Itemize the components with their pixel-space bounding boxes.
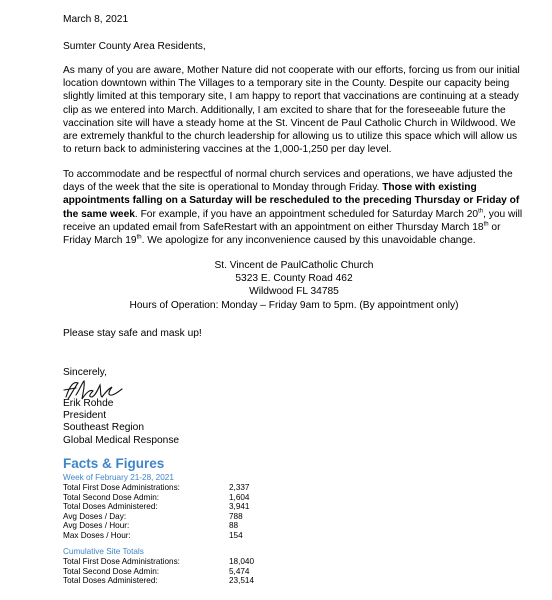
- facts-title: Facts & Figures: [63, 456, 165, 471]
- signer-title: President: [63, 410, 107, 422]
- stat-label: Avg Doses / Day:: [63, 511, 127, 521]
- address-line-3: Wildwood FL 34785: [249, 286, 339, 298]
- stat-label: Total Doses Administered:: [63, 502, 158, 512]
- paragraph-2-bold: Those with existing appointments falling on a Saturday will be rescheduled to the preceding Thursday or Friday of the same week: [63, 182, 520, 220]
- signer-org: Global Medical Response: [63, 434, 180, 446]
- paragraph-2-text-c: , you will receive an updated email from SafeRestart with an appointment on either Thursday March 18: [63, 208, 523, 233]
- salutation: Sumter County Area Residents,: [63, 41, 206, 52]
- stat-value: 1,604: [229, 492, 250, 502]
- stat-label: Total First Dose Administrations:: [63, 557, 180, 566]
- address-line-2: 5323 E. County Road 462: [235, 273, 353, 285]
- stat-label: Total First Dose Administrations:: [63, 483, 180, 492]
- stat-label: Total Second Dose Admin:: [63, 492, 160, 502]
- stat-value: 788: [229, 511, 243, 521]
- ordinal-sup-3: th: [136, 234, 142, 241]
- stat-value: 5,474: [229, 566, 250, 576]
- paragraph-2-text-d: or Friday March 19: [63, 221, 501, 247]
- stat-label: Avg Doses / Hour:: [63, 521, 130, 531]
- hours-of-operation: Hours of Operation: Monday – Friday 9am to 5pm. (By appointment only): [129, 299, 459, 311]
- paragraph-2-text-e: . We apologize for any inconvenience caused by this unavoidable change.: [141, 235, 476, 247]
- stat-value: 23,514: [229, 576, 255, 586]
- ordinal-sup-1: th: [478, 208, 484, 215]
- stat-value: 2,337: [229, 483, 250, 492]
- stat-label: Total Second Dose Admin:: [63, 566, 160, 576]
- cumulative-heading: Cumulative Site Totals: [63, 547, 144, 556]
- week-heading: Week of February 21-28, 2021: [63, 473, 174, 482]
- stat-label: Max Doses / Hour:: [63, 531, 131, 540]
- signer-region: Southeast Region: [63, 422, 144, 434]
- stat-label: Total Doses Administered:: [63, 576, 158, 586]
- paragraph-1: As many of you are aware, Mother Nature did not cooperate with our efforts, forcing us from our initial location downtown within The Villages to a temporary site in the County. Despite our capacity being slightly limited at this temporary site, I am happy to report that vaccinations are continuing at a steady clip as we entered into March. Additionally, I am excited to share that for the foreseeable future the vaccination site will have a steady home at the St. Vincent de Paul Catholic Church in Wildwood. We are extremely thankful to the church leadership for allowing us to utilize this space which will allow us to return back to administering vaccines at the 1,000-1,250 per day level.: [63, 65, 520, 156]
- letter-date: March 8, 2021: [63, 14, 129, 25]
- stat-value: 18,040: [229, 557, 255, 566]
- ordinal-sup-2: th: [483, 221, 489, 228]
- stat-value: 88: [229, 521, 239, 531]
- stat-value: 3,941: [229, 502, 250, 512]
- address-line-1: St. Vincent de PaulCatholic Church: [214, 260, 374, 271]
- sign-off: Sincerely,: [63, 367, 107, 378]
- paragraph-2: [63, 168, 525, 247]
- paragraph-2-text-b: . For example, if you have an appointment scheduled for Saturday March 20: [134, 208, 479, 220]
- signer-name: Erik Rohde: [63, 398, 114, 409]
- signature-block: [63, 398, 179, 447]
- closing-line: Please stay safe and mask up!: [63, 328, 202, 339]
- paragraph-2-text-a: To accommodate and be respectful of normal church services and operations, we have adjusted the days of the week that the site is operational to Monday through Friday.: [63, 169, 513, 194]
- stat-value: 154: [229, 531, 243, 540]
- church-address: [63, 259, 525, 312]
